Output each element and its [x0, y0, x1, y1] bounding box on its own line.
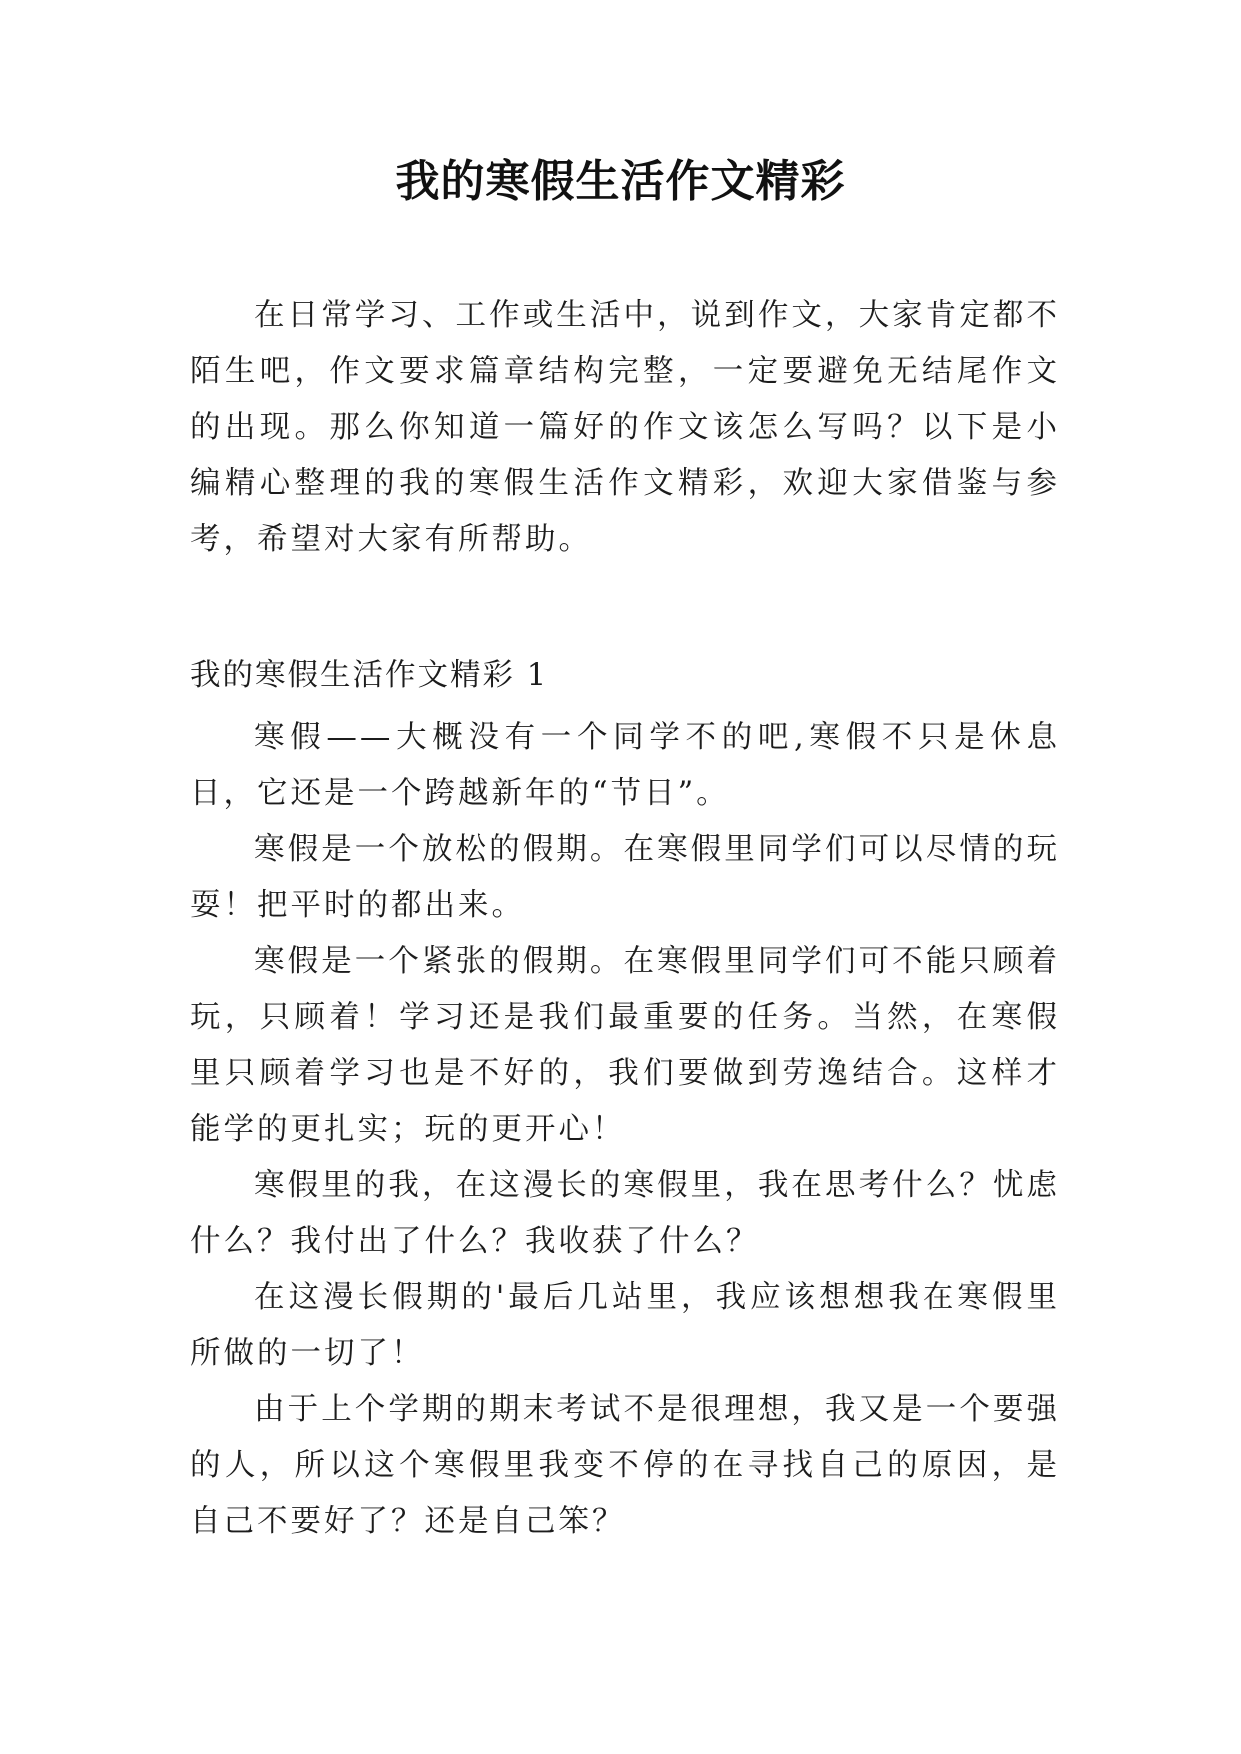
body-paragraph: 在这漫长假期的'最后几站里，我应该想想我在寒假里所做的一切了！ [190, 1280, 1060, 1371]
document-body [190, 288, 1060, 1550]
body-paragraph: 寒假是一个放松的假期。在寒假里同学们可以尽情的玩耍！把平时的都出来。 [190, 832, 1060, 923]
body-paragraph: 寒假是一个紧张的假期。在寒假里同学们可不能只顾着玩，只顾着！学习还是我们最重要的任务。当然，在寒假里只顾着学习也是不好的，我们要做到劳逸结合。这样才能学的更扎实；玩的更开心！ [190, 944, 1060, 1147]
document-title: 我的寒假生活作文精彩 [395, 156, 846, 207]
body-paragraph: 由于上个学期的期末考试不是很理想，我又是一个要强的人，所以这个寒假里我变不停的在寻找自己的原因，是自己不要好了？还是自己笨？ [190, 1392, 1060, 1539]
body-paragraph: 寒假——大概没有一个同学不的吧,寒假不只是休息日，它还是一个跨越新年的“节日”。 [190, 720, 1060, 811]
intro-paragraph: 在日常学习、工作或生活中，说到作文，大家肯定都不陌生吧，作文要求篇章结构完整，一定要避免无结尾作文的出现。那么你知道一篇好的作文该怎么写吗？以下是小编精心整理的我的寒假生活作文精彩，欢迎大家借鉴与参考，希望对大家有所帮助。 [190, 298, 1060, 557]
section-heading: 我的寒假生活作文精彩 1 [190, 658, 549, 693]
body-paragraph: 寒假里的我，在这漫长的寒假里，我在思考什么？忧虑什么？我付出了什么？我收获了什么？ [190, 1168, 1060, 1259]
